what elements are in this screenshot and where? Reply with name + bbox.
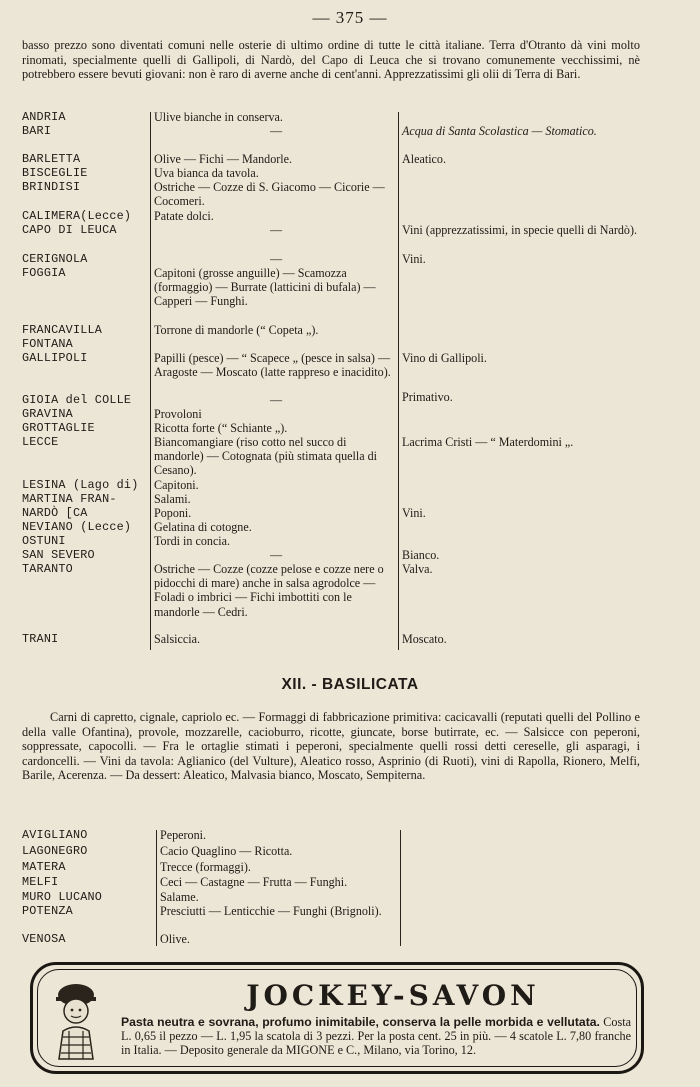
jockey-figure-icon [45, 975, 107, 1061]
food-cell: Trecce (formaggi). [160, 860, 251, 874]
table2-divider-left [156, 830, 157, 946]
food-cell [154, 548, 398, 562]
food-cell [154, 223, 398, 237]
place-name: LECCE [22, 435, 59, 449]
food-cell [154, 124, 398, 138]
food-cell: Patate dolci. [154, 209, 214, 223]
food-cell: Presciutti — Lenticchie — Funghi (Brignoli). [160, 904, 382, 918]
place-name: CALIMERA(Lecce) [22, 209, 132, 223]
food-cell: Cacio Quaglino — Ricotta. [160, 844, 293, 858]
place-name: TRANI [22, 632, 59, 646]
food-cell: Tordi in concia. [154, 534, 231, 548]
food-cell: Capitoni (grosse anguille) — Scamozza (formaggio) — Burrate (latticini di bufala) — Capperi — Funghi. [154, 266, 376, 309]
food-cell: Salsiccia. [154, 632, 201, 646]
ad-title: JOCKEY-SAVON [246, 979, 540, 1012]
basilicata-paragraph: Carni di capretto, cignale, capriolo ec. — Formaggi di fabbricazione primitiva: cacicavalli (reputati quelli del Pollino e della valle Ofantina), provole, mozzarelle, cacioburro, ricotte, giuncate, borse butirrate, ec. — Salsicce con peperoni, soppressate, capocolli. — Fra le ortaglie stimati i peperoni, specialmente quelli rossi detti cereselle, gli asparagi, i cardoncelli. — Vini da tavola: Aglianico (del Vulture), Aleatico rosso, Asprinio (di Ruoti), vini di Rapolla, Rionero, Melfi, Barile, Acerenza. — Da dessert: Aleatico, Malvasia bianco, Moscato, Sempiterna. [22, 710, 640, 783]
place-name: GALLIPOLI [22, 351, 88, 365]
food-cell: Capitoni. [154, 478, 199, 492]
ad-text [121, 1015, 631, 1057]
place-name: FRANCAVILLA FONTANA [22, 323, 103, 352]
place-name: POTENZA [22, 904, 73, 918]
wine-cell: Vino di Gallipoli. [402, 351, 487, 365]
place-name: MATERA [22, 860, 66, 874]
wine-cell: Vini. [402, 506, 426, 520]
place-name: GRAVINA [22, 407, 73, 421]
place-name: BARI [22, 124, 52, 138]
place-name: BISCEGLIE [22, 166, 88, 180]
page-number: — 375 — [312, 8, 388, 27]
food-cell: Olive. [160, 932, 190, 946]
food-cell: Gelatina di cotogne. [154, 520, 252, 534]
food-cell [154, 393, 398, 407]
place-name: CERIGNOLA [22, 252, 88, 266]
table1-divider-right [398, 112, 399, 650]
wine-cell: Vini. [402, 252, 426, 266]
table1-divider-left [150, 112, 151, 650]
section-title: XII. - BASILICATA [281, 676, 419, 693]
food-cell: Provoloni [154, 407, 202, 421]
place-name: AVIGLIANO [22, 828, 88, 842]
place-name: CAPO DI LEUCA [22, 223, 117, 237]
place-name: FOGGIA [22, 266, 66, 280]
food-cell: Biancomangiare (riso cotto nel succo di mandorle) — Cotognata (più stimata quella di Cesano). [154, 435, 378, 478]
dash: — [269, 393, 283, 407]
wine-cell: Valva. [402, 562, 433, 576]
place-name: LESINA (Lago di) [22, 478, 139, 492]
wine-cell: Moscato. [402, 632, 447, 646]
wine-cell: Acqua di Santa Scolastica — Stomatico. [402, 124, 597, 138]
food-cell: Peperoni. [160, 828, 207, 842]
place-name: ANDRIA [22, 110, 66, 124]
food-cell: Olive — Fichi — Mandorle. [154, 152, 293, 166]
place-name: TARANTO [22, 562, 73, 576]
wine-cell: Aleatico. [402, 152, 446, 166]
food-cell: Salame. [160, 890, 199, 904]
place-name: OSTUNI [22, 534, 66, 548]
place-name: BRINDISI [22, 180, 81, 194]
wine-cell: Lacrima Cristi — “ Materdomini „. [402, 435, 574, 449]
intro-paragraph: basso prezzo sono diventati comuni nelle osterie di ultimo ordine di tutte le città italiane. Terra d'Otranto dà vini molto rinomati, specialmente quelli di Gallipoli, di Nardò, del Capo di Leuca che si trovano comunemente vecchissimi, nè potrebbero essere bevuti giovani: non è raro di averne anche di cent'anni. Apprezzatissimi gli olii di Terra di Bari. [22, 38, 640, 82]
food-cell: Salami. [154, 492, 191, 506]
place-name: BARLETTA [22, 152, 81, 166]
place-name: MURO LUCANO [22, 890, 103, 904]
place-name: LAGONEGRO [22, 844, 88, 858]
place-name: GIOIA del COLLE [22, 393, 132, 407]
dash: — [269, 548, 283, 562]
wine-cell: Primativo. [402, 390, 453, 404]
dash: — [269, 124, 283, 138]
food-cell: Papilli (pesce) — “ Scapece „ (pesce in salsa) — Aragoste — Moscato (latte rappreso e inacidito). [154, 351, 391, 380]
place-name: SAN SEVERO [22, 548, 95, 562]
place-name: MARTINA FRAN- [22, 492, 117, 506]
dash: — [269, 223, 283, 237]
food-cell: Ostriche — Cozze (cozze pelose e cozze nere o pidocchi di mare) anche in salsa agrodolce — Foladi o imbrici — Fichi imbottiti con le mandorle — Cedri. [154, 562, 384, 619]
place-name: VENOSA [22, 932, 66, 946]
wine-cell: Vini (apprezzatissimi, in specie quelli di Nardò). [402, 223, 638, 237]
place-name: NARDÒ [CA [22, 506, 88, 520]
dash: — [269, 252, 283, 266]
food-cell: Torrone di mandorle (“ Copeta „). [154, 323, 319, 337]
food-cell: Poponi. [154, 506, 192, 520]
advertisement-box [30, 962, 644, 1074]
place-name: NEVIANO (Lecce) [22, 520, 132, 534]
wine-cell: Bianco. [402, 548, 440, 562]
food-cell [154, 252, 398, 266]
place-name: GROTTAGLIE [22, 421, 95, 435]
food-cell: Ulive bianche in conserva. [154, 110, 283, 124]
ad-details: Costa L. 0,65 il pezzo — L. 1,95 la scatola di 3 pezzi. Per la posta cent. 25 in più. — 4 scatole L. 7,80 franche in Italia. — Deposito generale da MIGONE e C., Milano, via Torino, 12. [121, 1015, 632, 1057]
food-cell: Ricotta forte (“ Schiante „). [154, 421, 288, 435]
food-cell: Ceci — Castagne — Frutta — Funghi. [160, 875, 348, 889]
place-name: MELFI [22, 875, 59, 889]
food-cell: Uva bianca da tavola. [154, 166, 259, 180]
food-cell: Ostriche — Cozze di S. Giacomo — Cicorie — Cocomeri. [154, 180, 385, 209]
ad-slogan: Pasta neutra e sovrana, profumo inimitabile, conserva la pelle morbida e vellutata. [121, 1015, 600, 1029]
